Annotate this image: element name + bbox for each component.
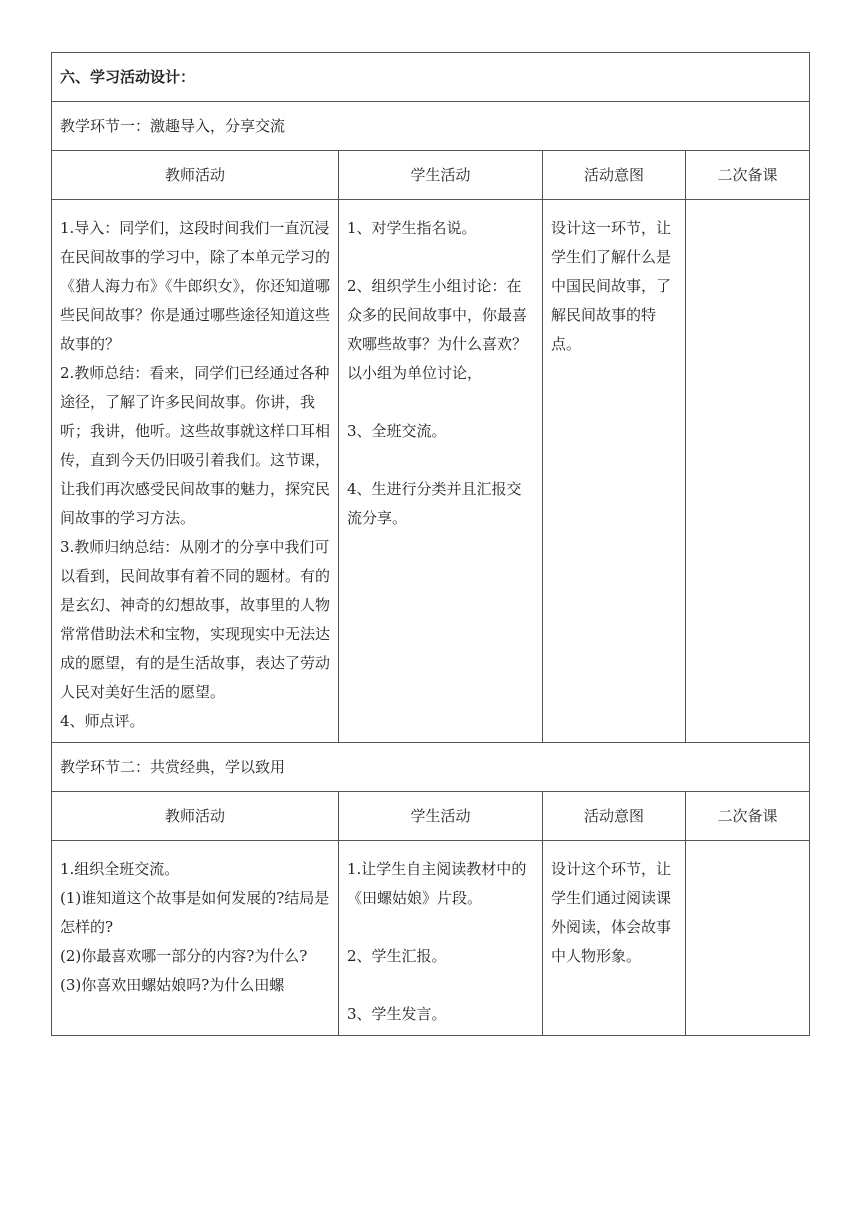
student-step-1: 1.让学生自主阅读教材中的《田螺姑娘》片段。 <box>347 860 527 907</box>
stage-1-header-row <box>52 151 810 200</box>
teacher-question-3: (3)你喜欢田螺姑娘吗?为什么田螺 <box>60 976 285 994</box>
stage-2-intent: 设计这个环节，让学生们通过阅读课外阅读，体会故事中人物形象。 <box>551 860 672 965</box>
stage-2-intent-cell <box>543 841 686 1036</box>
stage-2-teacher-cell <box>52 841 339 1036</box>
stage-1-intent: 设计这一环节，让学生们了解什么是中国民间故事，了解民间故事的特点。 <box>551 219 672 353</box>
header-student-activity: 学生活动 <box>339 151 543 200</box>
stage-2-student-cell <box>339 841 543 1036</box>
header-teacher-activity: 教师活动 <box>52 792 339 841</box>
teacher-step-4: 4、师点评。 <box>60 712 145 730</box>
student-step-1: 1、对学生指名说。 <box>347 219 477 237</box>
student-step-2: 2、组织学生小组讨论：在众多的民间故事中，你最喜欢哪些故事？为什么喜欢？以小组为单位讨论， <box>347 277 528 382</box>
stage-1-teacher-cell <box>52 200 339 743</box>
teacher-step-1: 1.组织全班交流。 <box>60 860 180 878</box>
teacher-step-2: 2.教师总结：看来，同学们已经通过各种途径，了解了许多民间故事。你讲，我听；我讲，他听。这些故事就这样口耳相传，直到今天仍旧吸引着我们。这节课，让我们再次感受民间故事的魅力，探究民间故事的学习方法。 <box>60 364 331 527</box>
stage-1-content-row <box>52 200 810 743</box>
student-step-3: 3、全班交流。 <box>347 422 447 440</box>
stage-1-student-cell <box>339 200 543 743</box>
stage-2-title: 教学环节二：共赏经典，学以致用 <box>52 743 810 792</box>
stage-2-header-row <box>52 792 810 841</box>
lesson-plan-table <box>51 52 810 1036</box>
student-step-4: 4、生进行分类并且汇报交流分享。 <box>347 480 522 527</box>
stage-1-title: 教学环节一：激趣导入，分享交流 <box>52 102 810 151</box>
stage-1-intent-cell <box>543 200 686 743</box>
header-activity-intent: 活动意图 <box>543 151 686 200</box>
teacher-step-3: 3.教师归纳总结：从刚才的分享中我们可以看到，民间故事有着不同的题材。有的是玄幻、神奇的幻想故事，故事里的人物常常借助法术和宝物，实现现实中无法达成的愿望，有的是生活故事，表达了劳动人民对美好生活的愿望。 <box>60 538 331 701</box>
teacher-question-1: (1)谁知道这个故事是如何发展的?结局是怎样的? <box>60 889 330 936</box>
header-second-preparation: 二次备课 <box>686 792 810 841</box>
stage-2-content-row <box>52 841 810 1036</box>
header-teacher-activity: 教师活动 <box>52 151 339 200</box>
section-title: 六、学习活动设计： <box>52 53 810 102</box>
student-step-3: 3、学生发言。 <box>347 1005 447 1023</box>
header-student-activity: 学生活动 <box>339 792 543 841</box>
teacher-question-2: (2)你最喜欢哪一部分的内容?为什么? <box>60 947 308 965</box>
stage-1-notes-cell <box>686 200 810 743</box>
header-second-preparation: 二次备课 <box>686 151 810 200</box>
student-step-2: 2、学生汇报。 <box>347 947 447 965</box>
teacher-step-1: 1.导入：同学们，这段时间我们一直沉浸在民间故事的学习中，除了本单元学习的《猎人海力布》《牛郎织女》，你还知道哪些民间故事？你是通过哪些途径知道这些故事的？ <box>60 219 331 353</box>
stage-2-notes-cell <box>686 841 810 1036</box>
header-activity-intent: 活动意图 <box>543 792 686 841</box>
